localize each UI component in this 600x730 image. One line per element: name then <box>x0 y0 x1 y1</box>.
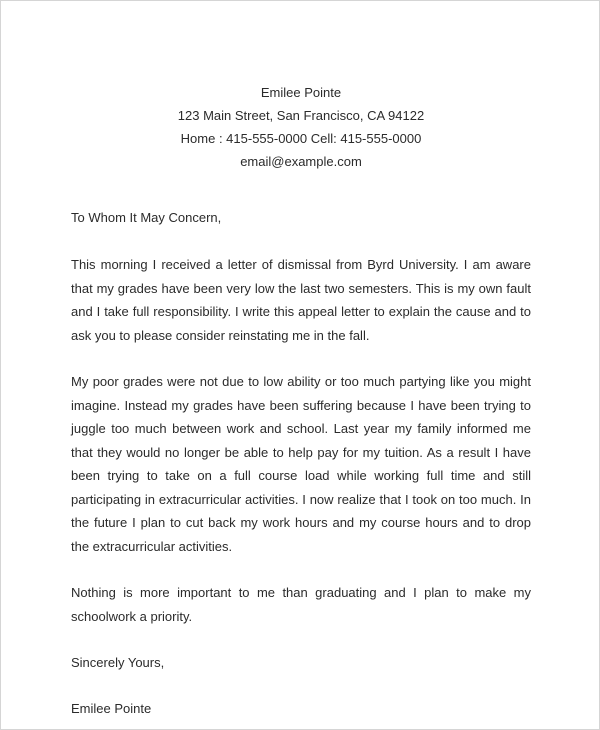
closing-paragraph: Nothing is more important to me than graduating and I plan to make my schoolwork a priority. <box>71 585 531 624</box>
letter-body <box>71 253 531 558</box>
body-paragraph: This morning I received a letter of dismissal from Byrd University. I am aware that my grades have been very low the last two semesters. This is my own fault and I take full responsibility. I write this appeal letter to explain the cause and to ask you to please consider reinstating me in the fall. <box>71 257 531 343</box>
closing-block <box>71 581 531 675</box>
sender-email: email@example.com <box>240 154 362 169</box>
body-paragraph: My poor grades were not due to low ability or too much partying like you might imagine. Instead my grades have been suffering because I have been trying to juggle too much between work and school. Last year my family informed me that they would no longer be able to help pay for my tuition. As a result I have been trying to take on a full course load while working full time and still participating in extracurricular activities. I now realize that I took on too much. In the future I plan to cut back my work hours and my course hours and to drop the extracurricular activities. <box>71 374 531 554</box>
sender-name: Emilee Pointe <box>260 85 342 100</box>
salutation: To Whom It May Concern, <box>71 210 222 225</box>
closing-salutation: Sincerely Yours, <box>71 655 165 670</box>
letter-content <box>71 1 531 720</box>
signature-name: Emilee Pointe <box>71 700 152 716</box>
letterhead <box>71 1 531 173</box>
sender-phone-numbers: Home : 415-555-0000 Cell: 415-555-0000 <box>180 131 422 146</box>
sender-address: 123 Main Street, San Francisco, CA 94122 <box>177 108 425 123</box>
